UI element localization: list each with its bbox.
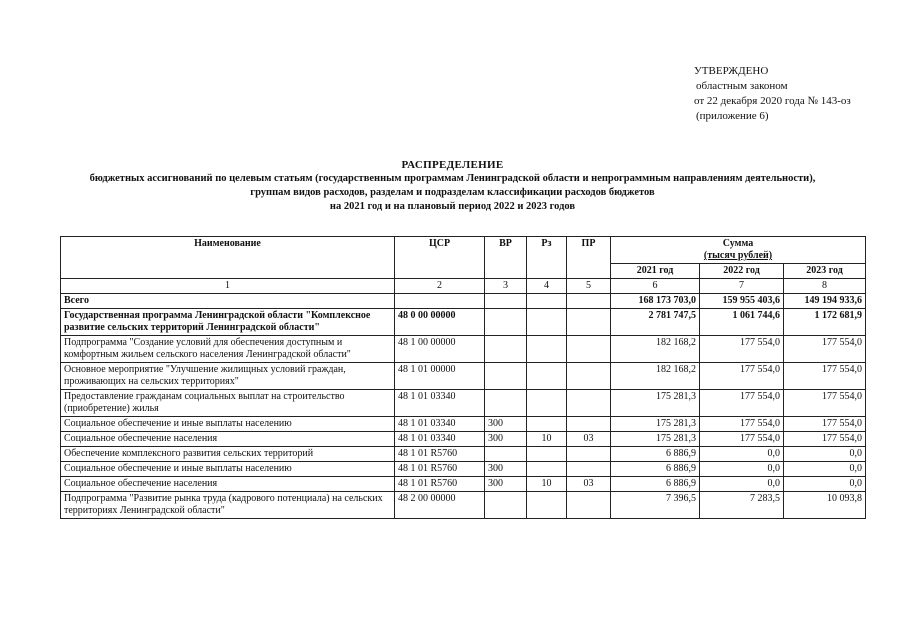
document-title: РАСПРЕДЕЛЕНИЕ: [401, 159, 504, 171]
budget-table: [60, 236, 866, 519]
cell-v2022: 177 554,0: [700, 417, 784, 432]
cell-v2022: 177 554,0: [700, 363, 784, 390]
cell-pr: [567, 462, 611, 477]
cell-csr: 48 1 01 03340: [395, 417, 485, 432]
cell-name: Социальное обеспечение населения: [61, 432, 395, 447]
header-row: [61, 237, 866, 264]
table-row: [61, 390, 866, 417]
cell-v2021: 6 886,9: [611, 477, 700, 492]
cell-csr: [395, 294, 485, 309]
cell-v2023: 177 554,0: [784, 336, 866, 363]
cell-v2021: 2 781 747,5: [611, 309, 700, 336]
col-number: 1: [61, 279, 395, 294]
cell-rz: [527, 309, 567, 336]
cell-csr: 48 1 01 03340: [395, 390, 485, 417]
cell-rz: [527, 447, 567, 462]
cell-rz: 10: [527, 477, 567, 492]
col-header-sum: [611, 237, 866, 264]
cell-v2023: 177 554,0: [784, 363, 866, 390]
approval-stamp: [694, 64, 851, 124]
cell-v2022: 177 554,0: [700, 390, 784, 417]
table-row: [61, 477, 866, 492]
cell-rz: [527, 390, 567, 417]
cell-name: Обеспечение комплексного развития сельских территорий: [61, 447, 395, 462]
col-number: 4: [527, 279, 567, 294]
cell-v2023: 149 194 933,6: [784, 294, 866, 309]
cell-rz: [527, 294, 567, 309]
cell-v2021: 7 396,5: [611, 492, 700, 519]
table-row: [61, 336, 866, 363]
col-header-csr: ЦСР: [395, 237, 485, 279]
cell-vr: [485, 447, 527, 462]
table-row: [61, 309, 866, 336]
cell-v2022: 177 554,0: [700, 432, 784, 447]
cell-rz: [527, 336, 567, 363]
cell-pr: [567, 447, 611, 462]
cell-name: Государственная программа Ленинградской области "Комплексное развитие сельских территорий Ленинградской области": [61, 309, 395, 336]
col-number: 6: [611, 279, 700, 294]
cell-vr: 300: [485, 477, 527, 492]
document-subtitle-line-2: группам видов расходов, разделам и подразделам классификации расходов бюджетов: [250, 187, 655, 198]
cell-v2022: 1 061 744,6: [700, 309, 784, 336]
cell-pr: [567, 363, 611, 390]
table-row: [61, 492, 866, 519]
cell-vr: 300: [485, 432, 527, 447]
col-header-rz: Рз: [527, 237, 567, 279]
col-number: 8: [784, 279, 866, 294]
sum-unit: (тысяч рублей): [703, 250, 773, 261]
cell-v2023: 1 172 681,9: [784, 309, 866, 336]
approved-date: от 22 декабря 2020 года № 143-оз: [694, 95, 851, 107]
cell-v2022: 0,0: [700, 477, 784, 492]
cell-csr: 48 0 00 00000: [395, 309, 485, 336]
col-number: 5: [567, 279, 611, 294]
col-number: 3: [485, 279, 527, 294]
cell-v2022: 159 955 403,6: [700, 294, 784, 309]
cell-name: Социальное обеспечение и иные выплаты населению: [61, 462, 395, 477]
cell-rz: [527, 492, 567, 519]
cell-csr: 48 1 01 00000: [395, 363, 485, 390]
table-row: [61, 447, 866, 462]
cell-v2023: 0,0: [784, 447, 866, 462]
cell-vr: [485, 492, 527, 519]
cell-csr: 48 2 00 00000: [395, 492, 485, 519]
cell-csr: 48 1 01 R5760: [395, 477, 485, 492]
cell-name: Социальное обеспечение населения: [61, 477, 395, 492]
cell-pr: 03: [567, 477, 611, 492]
col-header-2022: 2022 год: [700, 264, 784, 279]
table-row: [61, 363, 866, 390]
cell-v2023: 0,0: [784, 477, 866, 492]
cell-pr: [567, 417, 611, 432]
cell-v2022: 0,0: [700, 462, 784, 477]
cell-v2021: 175 281,3: [611, 417, 700, 432]
cell-name: Социальное обеспечение и иные выплаты населению: [61, 417, 395, 432]
cell-v2023: 177 554,0: [784, 390, 866, 417]
cell-csr: 48 1 01 R5760: [395, 462, 485, 477]
cell-name: Подпрограмма "Развитие рынка труда (кадрового потенциала) на сельских территориях Ленинградской области": [61, 492, 395, 519]
col-header-2021: 2021 год: [611, 264, 700, 279]
table-row: [61, 462, 866, 477]
col-header-pr: ПР: [567, 237, 611, 279]
cell-rz: [527, 417, 567, 432]
cell-csr: 48 1 01 R5760: [395, 447, 485, 462]
col-number: 2: [395, 279, 485, 294]
cell-pr: [567, 309, 611, 336]
cell-v2023: 0,0: [784, 462, 866, 477]
document-subtitle-line-3: на 2021 год и на плановый период 2022 и 2023 годов: [329, 201, 576, 212]
document-subtitle-line-1: бюджетных ассигнований по целевым статьям (государственным программам Ленинградской области и непрограммным направлениям деятельности),: [89, 173, 816, 184]
column-number-row: [61, 279, 866, 294]
cell-v2021: 6 886,9: [611, 447, 700, 462]
cell-vr: [485, 363, 527, 390]
document-header: [0, 158, 905, 214]
cell-v2021: 6 886,9: [611, 462, 700, 477]
col-number: 7: [700, 279, 784, 294]
cell-name: Подпрограмма "Создание условий для обеспечения доступным и комфортным жильем сельского населения Ленинградской области": [61, 336, 395, 363]
cell-name: Предоставление гражданам социальных выплат на строительство (приобретение) жилья: [61, 390, 395, 417]
table-row: [61, 432, 866, 447]
col-header-vr: ВР: [485, 237, 527, 279]
sum-label: Сумма: [722, 238, 754, 249]
approved-label: УТВЕРЖДЕНО: [694, 65, 769, 77]
approved-law: областным законом: [696, 80, 788, 92]
cell-v2021: 175 281,3: [611, 390, 700, 417]
cell-pr: 03: [567, 432, 611, 447]
cell-v2021: 168 173 703,0: [611, 294, 700, 309]
cell-v2021: 182 168,2: [611, 336, 700, 363]
cell-name: Всего: [61, 294, 395, 309]
cell-vr: [485, 294, 527, 309]
cell-pr: [567, 492, 611, 519]
cell-v2021: 182 168,2: [611, 363, 700, 390]
cell-csr: 48 1 00 00000: [395, 336, 485, 363]
cell-vr: 300: [485, 417, 527, 432]
cell-vr: [485, 336, 527, 363]
cell-rz: 10: [527, 432, 567, 447]
cell-vr: [485, 309, 527, 336]
cell-v2023: 177 554,0: [784, 417, 866, 432]
cell-v2023: 177 554,0: [784, 432, 866, 447]
cell-v2022: 7 283,5: [700, 492, 784, 519]
cell-csr: 48 1 01 03340: [395, 432, 485, 447]
cell-rz: [527, 363, 567, 390]
cell-vr: 300: [485, 462, 527, 477]
approved-appendix: (приложение 6): [696, 110, 769, 122]
cell-pr: [567, 390, 611, 417]
cell-pr: [567, 294, 611, 309]
col-header-2023: 2023 год: [784, 264, 866, 279]
cell-name: Основное мероприятие "Улучшение жилищных условий граждан, проживающих на сельских территориях": [61, 363, 395, 390]
cell-rz: [527, 462, 567, 477]
table-row: [61, 417, 866, 432]
table-row: [61, 294, 866, 309]
cell-v2023: 10 093,8: [784, 492, 866, 519]
col-header-name: Наименование: [61, 237, 395, 279]
cell-vr: [485, 390, 527, 417]
cell-pr: [567, 336, 611, 363]
cell-v2022: 0,0: [700, 447, 784, 462]
cell-v2022: 177 554,0: [700, 336, 784, 363]
cell-v2021: 175 281,3: [611, 432, 700, 447]
